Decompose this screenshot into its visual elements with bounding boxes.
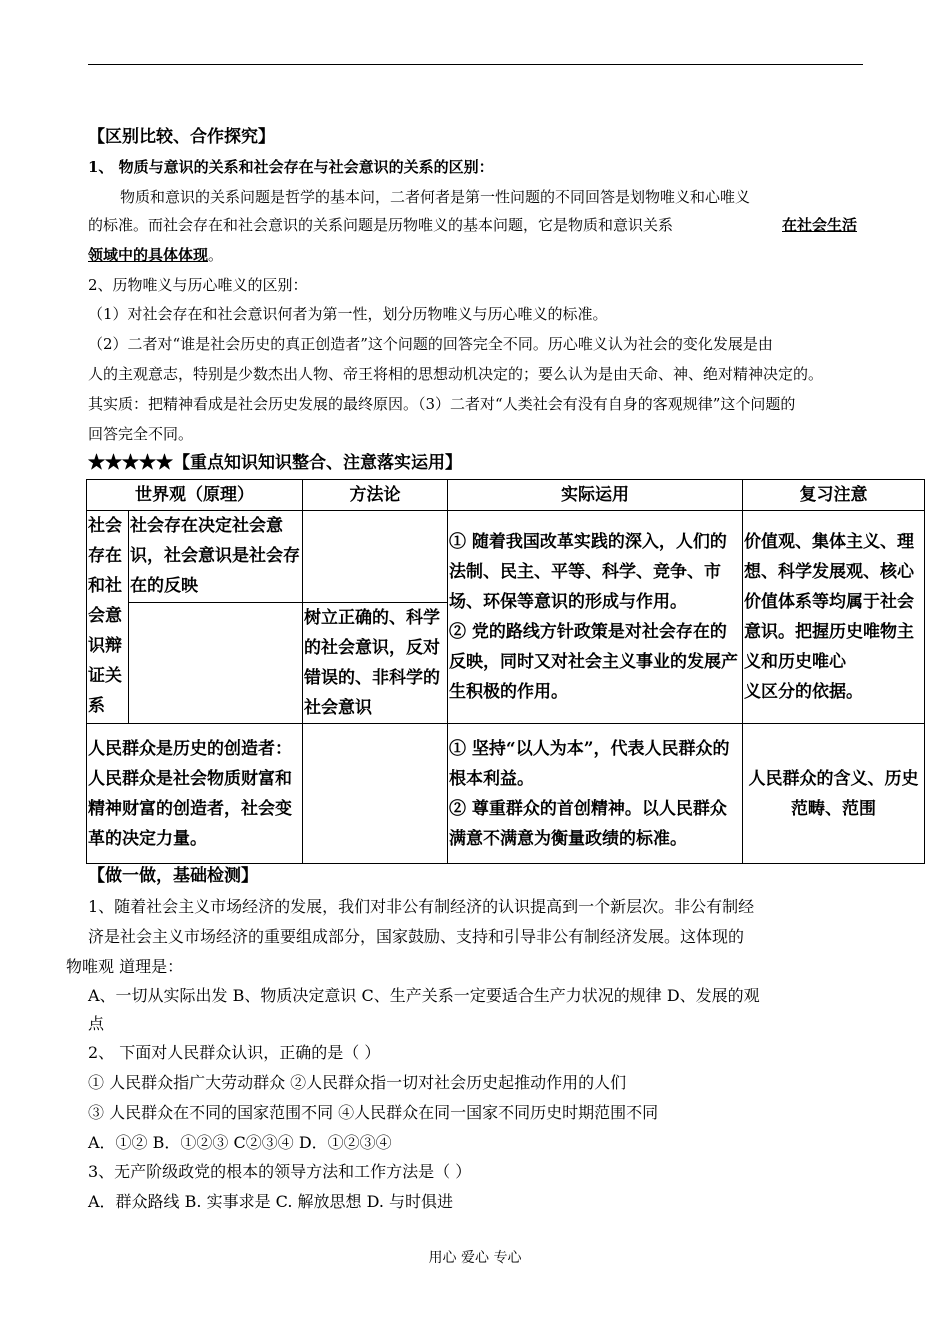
section1-q1-title: 1、 物质与意识的关系和社会存在与社会意识的关系的区别： bbox=[88, 158, 494, 176]
section3-q1-line2: 济是社会主义市场经济的重要组成部分，国家鼓励、支持和引导非公有制经济发展。这体现的 bbox=[88, 927, 745, 946]
section1-q1-line3-wrap bbox=[88, 245, 223, 265]
table-cell-method-1 bbox=[303, 511, 448, 603]
section1-q2-line5: 回答完全不同。 bbox=[88, 425, 194, 443]
header-rule bbox=[88, 64, 863, 65]
section1-q1-line3: 领域中的具体体现 bbox=[88, 246, 209, 264]
section1-q2-line2: （2）二者对“谁是社会历史的真正创造者”这个问题的回答完全不同。历心唯义认为社会的变化发展是由 bbox=[88, 335, 773, 353]
table-header-row bbox=[87, 480, 925, 511]
table-header-practice: 实际运用 bbox=[448, 480, 743, 511]
table-cell-practice-1: ① 随着我国改革实践的深入，人们的法制、民主、平等、科学、竞争、市场、环保等意识的形成与作用。 ② 党的路线方针政策是对社会存在的反映，同时又对社会主义事业的发展产生积极的作用。 bbox=[448, 511, 743, 724]
table-header-principle: 世界观（原理） bbox=[87, 480, 303, 511]
section2-heading: ★★★★★【重点知识知识整合、注意落实运用】 bbox=[88, 453, 462, 473]
section3-q3-title: 3、无产阶级政党的根本的领导方法和工作方法是（ ） bbox=[88, 1162, 472, 1181]
section3-q1-line1: 1、随着社会主义市场经济的发展，我们对非公有制经济的认识提高到一个新层次。非公有制经 bbox=[88, 897, 755, 916]
section3-q2-options: A．①② B．①②③ C②③④ D．①②③④ bbox=[88, 1133, 392, 1152]
section3-q3-options: A．群众路线 B. 实事求是 C. 解放思想 D. 与时俱进 bbox=[88, 1192, 454, 1211]
table-row bbox=[87, 724, 925, 864]
table-cell-notes-1: 价值观、集体主义、理想、科学发展观、核心价值体系等均属于社会意识。把握历史唯物主义和历史唯心 义区分的依据。 bbox=[743, 511, 925, 724]
section1-q2-line4: 其实质：把精神看成是社会历史发展的最终原因。（3）二者对“人类社会有没有自身的客观规律”这个问题的 bbox=[88, 395, 796, 413]
section3-q2-title: 2、 下面对人民群众认识，正确的是（ ） bbox=[88, 1043, 381, 1062]
section3-q2-item-b: ③ 人民群众在不同的国家范围不同 ④人民群众在同一国家不同历史时期范围不同 bbox=[88, 1103, 659, 1122]
knowledge-table bbox=[86, 479, 925, 864]
table-cell-practice-3: ① 坚持“以人为本”，代表人民群众的根本利益。 ② 尊重群众的首创精神。以人民群众满意不满意为衡量政绩的标准。 bbox=[448, 724, 743, 864]
section1-heading: 【区别比较、合作探究】 bbox=[88, 127, 275, 147]
section1-q1-line3-end: 。 bbox=[208, 246, 224, 264]
page-footer: 用心 爱心 专心 bbox=[428, 1250, 522, 1266]
section3-q1-options-cont: 点 bbox=[88, 1014, 105, 1033]
section1-q2-title: 2、历物唯义与历心唯义的区别： bbox=[88, 276, 308, 294]
table-cell-principle-3: 人民群众是历史的创造者：人民群众是社会物质财富和精神财富的创造者，社会变革的决定力量。 bbox=[87, 724, 303, 864]
section1-q2-line1: （1）对社会存在和社会意识何者为第一性，划分历物唯义与历心唯义的标准。 bbox=[88, 305, 608, 323]
section1-q1-line2a: 的标准。而社会存在和社会意识的关系问题是历物唯义的基本问题，它是物质和意识关系 bbox=[88, 216, 674, 234]
table-header-notes: 复习注意 bbox=[743, 480, 925, 511]
table-cell-method-2: 树立正确的、科学的社会意识，反对错误的、非科学的社会意识 bbox=[303, 603, 448, 724]
section1-q1-line2b: 在社会生活 bbox=[782, 216, 858, 234]
section3-q2-item-a: ① 人民群众指广大劳动群众 ②人民群众指一切对社会历史起推动作用的人们 bbox=[88, 1073, 627, 1092]
table-group-label: 社会存在和社会意识辩证关系 bbox=[87, 511, 129, 724]
table-row bbox=[87, 511, 925, 603]
table-cell-principle-2 bbox=[129, 603, 303, 724]
section3-q1-line3: 物唯观 道理是： bbox=[66, 957, 184, 976]
table-cell-notes-3: 人民群众的含义、历史范畴、范围 bbox=[743, 724, 925, 864]
section3-heading: 【做一做，基础检测】 bbox=[88, 866, 258, 886]
section1-q2-line3: 人的主观意志，特别是少数杰出人物、帝王将相的思想动机决定的；要么认为是由天命、神、绝对精神决定的。 bbox=[88, 365, 824, 383]
table-header-method: 方法论 bbox=[303, 480, 448, 511]
table-cell-principle-1: 社会存在决定社会意识，社会意识是社会存在的反映 bbox=[129, 511, 303, 603]
table-cell-method-3 bbox=[303, 724, 448, 864]
section1-q1-line1: 物质和意识的关系问题是哲学的基本问，二者何者是第一性问题的不同回答是划物唯义和心唯义 bbox=[120, 188, 751, 206]
section3-q1-options: A、一切从实际出发 B、物质决定意识 C、生产关系一定要适合生产力状况的规律 D、发展的观 bbox=[88, 986, 760, 1005]
